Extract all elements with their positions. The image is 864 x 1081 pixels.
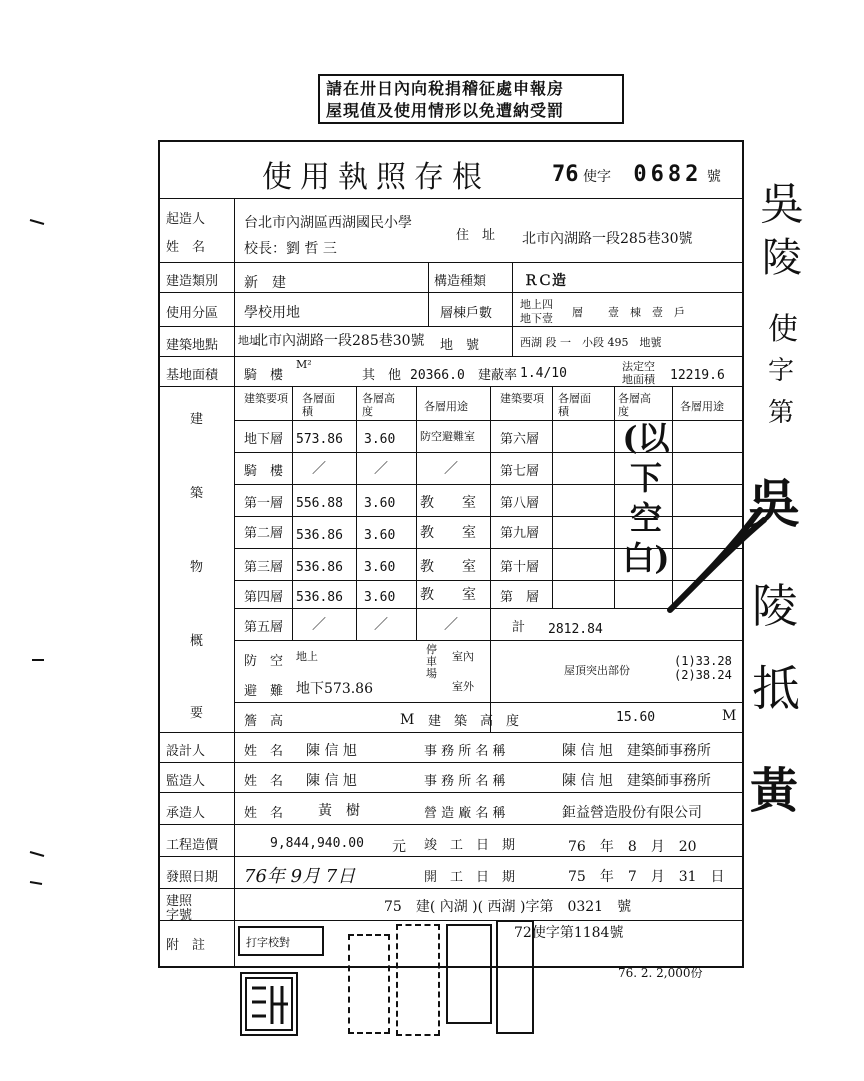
permit-ref-value: 75 建( 內湖 )( 西湖 )字第 0321 號	[384, 899, 632, 915]
building-summary-char: 要	[190, 706, 204, 721]
signature-stamp	[446, 924, 492, 1024]
roof-value-2: (2)38.24	[674, 668, 732, 682]
col-divider	[356, 386, 357, 640]
build-type-label: 建造類別	[166, 274, 219, 289]
floor-area: 536.86	[296, 560, 343, 575]
arcade-label: 騎 樓	[244, 368, 284, 383]
signature-stamp	[348, 934, 390, 1034]
supervisor-office: 陳 信 旭 建築師事務所	[562, 773, 711, 789]
structure-value: ＲＣ造	[524, 273, 566, 289]
floor-name: 第三層	[244, 560, 284, 575]
margin-text: 黃	[750, 763, 799, 819]
label-column-divider	[234, 198, 235, 968]
start-date-label: 開 工 日 期	[424, 870, 516, 885]
designer-name-label: 姓 名	[244, 744, 284, 759]
floor-area: 536.86	[296, 590, 343, 605]
supervisor-label: 監造人	[166, 774, 206, 789]
open-space-value: 12219.6	[670, 368, 725, 383]
row-divider	[158, 920, 744, 921]
floors-unit: 層	[572, 306, 583, 319]
builder-principal: 校長：劉 哲 三	[244, 241, 337, 257]
zoning-label: 使用分區	[166, 306, 219, 321]
floor-height: 3.60	[364, 590, 396, 605]
roof-label: 屋頂突出部份	[564, 664, 630, 677]
other-area-label: 其 他	[362, 368, 402, 383]
floor-divider	[234, 640, 744, 641]
total-label: 計	[512, 620, 526, 635]
margin-text: 陵	[762, 235, 802, 281]
completion-date-label: 竣 工 日 期	[424, 838, 516, 853]
designer-office: 陳 信 旭 建築師事務所	[562, 743, 711, 759]
floors-header-items: 建築要項	[244, 392, 288, 405]
builder-name-label: 姓 名	[166, 240, 206, 255]
floors-header-items-right: 建築要項	[500, 392, 544, 405]
col-divider	[552, 386, 553, 608]
floor-name: 第一層	[244, 496, 284, 511]
blank-mark: (以下空白)	[622, 419, 670, 577]
margin-text: 陵	[752, 579, 798, 633]
floor-name-right: 第 層	[500, 590, 540, 605]
start-date: 75 年 7 月 31 日	[568, 869, 725, 885]
building-height-label: 建 築 高 度	[428, 714, 520, 729]
eave-height-unit: M	[400, 712, 415, 728]
builder-address: 北市內湖路一段285巷30號	[522, 231, 693, 247]
typing-check-box	[238, 926, 324, 956]
floor-use: ／	[444, 461, 458, 477]
col-divider	[292, 386, 293, 640]
floors-header-area-right: 各層面積	[558, 392, 591, 418]
shelter-below: 地下573.86	[296, 681, 373, 697]
floor-name-right: 第九層	[500, 526, 540, 541]
lot-value: 西湖 段 一 小段 495 地號	[520, 336, 662, 349]
notice-line-2: 屋現值及使用情形以免遭納受罰	[326, 101, 565, 120]
floors-count-label: 層棟戶數	[440, 306, 493, 321]
builder-address-label: 住 址	[456, 228, 496, 243]
margin-text: 字	[768, 356, 795, 386]
floor-height: ／	[374, 617, 388, 633]
buildings-count: 壹 棟 壹 戶	[608, 306, 685, 319]
coverage-value: 1.4/10	[520, 366, 567, 381]
ink-scribble	[660, 500, 770, 620]
row-divider	[158, 762, 744, 763]
floor-use: 教 室	[420, 559, 476, 575]
permit-number	[552, 162, 721, 187]
contractor-firm: 鉅益營造股份有限公司	[562, 805, 702, 821]
site-address: 北市內湖路一段285巷30號	[254, 333, 425, 349]
margin-text: 使	[768, 312, 798, 347]
building-height-value: 15.60	[616, 710, 656, 725]
floor-use: 防空避難室	[420, 430, 475, 443]
notice-line-1: 請在卅日內向稅捐稽征處申報房	[326, 79, 565, 98]
floor-height: 3.60	[364, 528, 396, 543]
floor-name-right: 第十層	[500, 560, 540, 575]
row-divider	[158, 824, 744, 825]
floor-divider	[234, 702, 744, 703]
supervisor-office-label: 事 務 所 名 稱	[424, 774, 506, 789]
completion-date: 76 年 8 月 20	[568, 839, 697, 855]
floor-height: ／	[374, 461, 388, 477]
permit-prefix: 使字	[582, 169, 611, 185]
signature-stamp	[396, 924, 440, 1036]
building-height-unit: M	[722, 708, 737, 724]
official-seal-icon	[242, 974, 296, 1034]
site-area-label: 基地面積	[166, 368, 219, 383]
site-label: 建築地點	[166, 338, 219, 353]
supervisor-name: 陳 信 旭	[306, 773, 357, 789]
building-summary-char: 建	[190, 412, 204, 427]
total-value: 2812.84	[548, 622, 603, 637]
parking-label: 停車場	[426, 643, 437, 680]
cost-unit: 元	[392, 839, 406, 855]
building-summary-char: 築	[190, 486, 204, 501]
shelter-above: 地上	[296, 650, 318, 663]
floor-height: 3.60	[364, 432, 396, 447]
official-seal	[240, 972, 298, 1036]
col-divider	[614, 386, 615, 608]
row-divider	[158, 292, 744, 293]
permit-suffix: 號	[706, 169, 721, 185]
floor-name: 地下層	[244, 432, 284, 447]
note-value: 72使字第1184號	[514, 925, 624, 941]
eave-height-label: 簷 高	[244, 714, 284, 729]
contractor-name: 黃 樹	[318, 803, 360, 819]
signature-stamp	[496, 920, 534, 1034]
lot-label: 地 號	[440, 338, 480, 353]
row-divider	[158, 732, 744, 733]
floor-area: 573.86	[296, 432, 343, 447]
issue-date-label: 發照日期	[166, 870, 219, 885]
row-divider	[158, 888, 744, 889]
permit-serial: 0682	[633, 162, 703, 187]
row-divider	[158, 386, 744, 387]
permit-ref-label-2: 字號	[166, 908, 193, 923]
zoning-value: 學校用地	[244, 305, 300, 321]
cost-value: 9,844,940.00	[270, 836, 364, 851]
floor-use: ／	[444, 617, 458, 633]
shelter-label-2: 避 難	[244, 684, 284, 699]
floor-use: 教 室	[420, 495, 476, 511]
supervisor-name-label: 姓 名	[244, 774, 284, 789]
margin-text: 第	[768, 398, 795, 428]
floor-use: 教 室	[420, 587, 476, 603]
form-title: 使用執照存根	[262, 160, 490, 195]
floor-name: 第二層	[244, 526, 284, 541]
note-label: 附 註	[166, 938, 206, 953]
designer-name: 陳 信 旭	[306, 743, 357, 759]
margin-text: 抵	[752, 661, 801, 717]
cost-label: 工程造價	[166, 838, 219, 853]
floor-area: 556.88	[296, 496, 343, 511]
arcade-unit: M²	[296, 358, 312, 371]
permit-year: 76	[552, 162, 579, 187]
floor-area: ／	[312, 617, 326, 633]
col-divider	[416, 386, 417, 640]
other-area-value: 20366.0	[410, 368, 465, 383]
open-space-label-1: 法定空	[622, 360, 655, 373]
contractor-firm-label: 營 造 廠 名 稱	[424, 806, 506, 821]
floors-above: 地上四	[520, 298, 553, 311]
builder-name: 台北市內湖區西湖國民小學	[244, 215, 412, 231]
building-summary-char: 概	[190, 634, 204, 649]
row-divider	[158, 856, 744, 857]
contractor-label: 承造人	[166, 806, 206, 821]
margin-marks	[28, 214, 48, 894]
floor-height: 3.60	[364, 560, 396, 575]
build-type-value: 新 建	[244, 275, 286, 291]
margin-text: 吳	[748, 474, 801, 535]
floor-height: 3.60	[364, 496, 396, 511]
coverage-label: 建蔽率	[478, 368, 518, 383]
floors-below: 地下壹	[520, 312, 553, 325]
builder-label: 起造人	[166, 212, 206, 227]
row-divider	[158, 326, 744, 327]
floors-header-height: 各層高度	[362, 392, 395, 418]
building-summary-char: 物	[190, 560, 204, 575]
designer-label: 設計人	[166, 744, 206, 759]
parking-outdoor: 室外	[452, 680, 474, 693]
floor-area: ／	[312, 461, 326, 477]
floor-name: 騎 樓	[244, 464, 284, 479]
floors-header-area: 各層面積	[302, 392, 335, 418]
floors-header-use-right: 各層用途	[680, 400, 724, 413]
roof-value-1: (1)33.28	[674, 654, 732, 668]
floor-name-right: 第八層	[500, 496, 540, 511]
print-count: 76. 2. 2,000份	[618, 966, 703, 980]
floor-name: 第四層	[244, 590, 284, 605]
floors-header-height-right: 各層高度	[618, 392, 651, 418]
contractor-name-label: 姓 名	[244, 806, 284, 821]
typing-check-label: 打字校對	[246, 936, 290, 949]
structure-label: 構造種類	[434, 274, 487, 289]
floor-name: 第五層	[244, 620, 284, 635]
margin-text: 吳	[760, 179, 804, 230]
shelter-label-1: 防 空	[244, 654, 284, 669]
col-divider	[490, 386, 491, 732]
parking-indoor: 室內	[452, 650, 474, 663]
floor-use: 教 室	[420, 525, 476, 541]
col-divider	[428, 262, 429, 326]
row-divider	[158, 792, 744, 793]
floor-area: 536.86	[296, 528, 343, 543]
floors-header-use: 各層用途	[424, 400, 468, 413]
permit-ref-label-1: 建照	[166, 894, 193, 909]
issue-date: 76年 9月 7日	[244, 866, 356, 887]
open-space-label-2: 地面積	[622, 373, 655, 386]
site-address-label: 地址	[238, 334, 260, 347]
floor-name-right: 第七層	[500, 464, 540, 479]
row-divider	[158, 262, 744, 263]
tax-notice-box	[318, 74, 624, 124]
row-divider	[158, 198, 744, 199]
col-divider	[512, 262, 513, 356]
row-divider	[158, 356, 744, 357]
floor-name-right: 第六層	[500, 432, 540, 447]
designer-office-label: 事 務 所 名 稱	[424, 744, 506, 759]
